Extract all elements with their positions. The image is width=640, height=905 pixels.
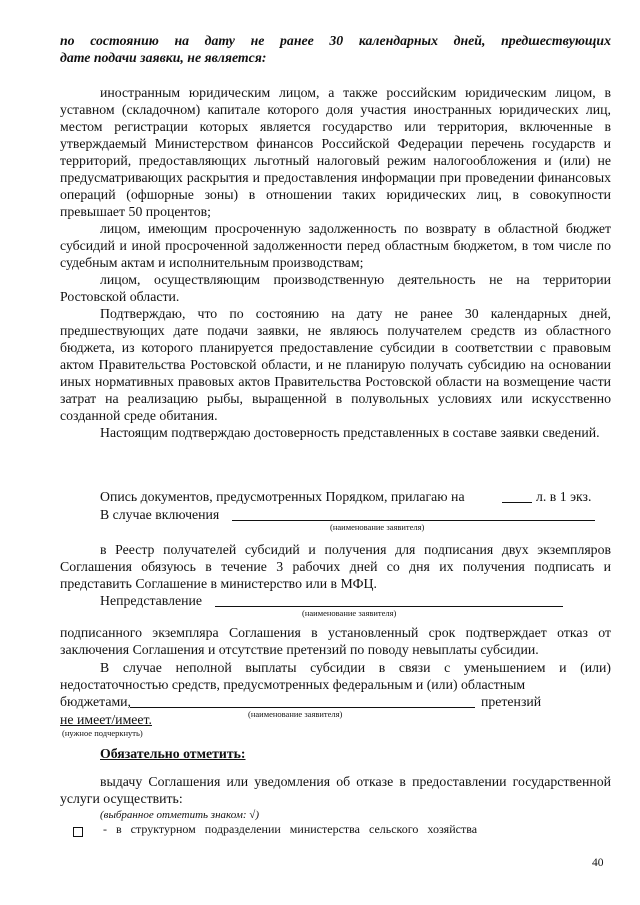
nonsubmission-continuation-wrap (60, 624, 611, 658)
page-number: 40 (592, 857, 604, 869)
underline-hint: (нужное подчеркнуть) (62, 728, 143, 738)
nonsubmission-label: Непредставление (100, 593, 203, 608)
applicant-name-field-3[interactable] (130, 707, 475, 708)
partial-text: В случае неполной выплаты субсидии в связи с уменьшением и (или) недостаточностью средств, предусмотренных федеральным и (или) областным (60, 660, 611, 692)
inclusion-continuation-wrap (60, 541, 611, 592)
header-line-1: по состоянию на дату не ранее 30 календарных дней, предшествующих (60, 33, 611, 48)
mandatory-wrap (60, 773, 611, 807)
mandatory-title: Обязательно отметить: (100, 746, 246, 761)
inclusion-continuation: в Реестр получателей субсидий и получения для подписания двух экземпляров Соглашения обязуюсь в течение 3 рабочих дней со дня их получения подписать и представить Соглашение в министерство или в МФЦ. (60, 542, 611, 591)
applicant-name-hint-1: (наименование заявителя) (330, 522, 425, 532)
mandatory-text: выдачу Соглашения или уведомления об отказе в предоставлении государственной услуги осуществить: (60, 774, 611, 806)
paragraph-territory: лицом, осуществляющим производственную деятельность не на территории Ростовской области. (60, 272, 611, 304)
paragraph-foreign-entity: иностранным юридическим лицом, а также российским юридическим лицом, в уставном (складочном) капитале которого доля участия иностранных юридических лиц, местом регистрации которых является государство или территория, включенные в утверждаемый Министерством финансов Российской Федерации перечень государств и территорий, предоставляющих льготный налоговый режим налогообложения и (или) не предусматривающих раскрытия и предоставления информации при проведении финансовых операций (офшорные зоны) в отношении таких юридических лиц, в совокупности превышает 50 процентов; (60, 85, 611, 219)
has-claims-choice[interactable]: не имеет/имеет. (60, 712, 152, 727)
nonsubmission-continuation: подписанного экземпляра Соглашения в установленный срок подтверждает отказ от заключения Соглашения и отсутствие претензий по поводу невыплаты субсидии. (60, 625, 611, 657)
option-label-1: - в структурном подразделении министерства сельского хозяйства (103, 822, 478, 836)
partial-wrap (60, 659, 611, 693)
inclusion-label: В случае включения (100, 507, 220, 522)
header-line-2: дате подачи заявки, не является: (60, 50, 267, 65)
inventory-suffix: л. в 1 экз. (536, 489, 592, 504)
applicant-name-hint-2: (наименование заявителя) (302, 608, 397, 618)
applicant-name-field-1[interactable] (232, 520, 595, 521)
applicant-name-hint-3: (наименование заявителя) (248, 709, 343, 719)
paragraph-reliability: Настоящим подтверждаю достоверность представленных в составе заявки сведений. (100, 425, 600, 440)
claims-text: претензий (481, 694, 542, 709)
choose-hint: (выбранное отметить знаком: √) (100, 809, 260, 821)
paragraph-confirmation: Подтверждаю, что по состоянию на дату не ранее 30 календарных дней, предшествующих дате подачи заявки, не являюсь получателем средств из областного бюджета, из которого планируется предоставление субсидии в соответствии с правовым актом Правительства Ростовской области, и не планирую получать субсидию на основании иных нормативных правовых актов Правительства Ростовской области на возмещение части затрат на реализацию рыбы, выращенной в полувольных условиях или искусственно созданной среде обитания. (60, 306, 611, 423)
budgets-text: бюджетами, (60, 694, 132, 709)
sheets-count-field[interactable] (502, 502, 532, 503)
body-text (60, 84, 611, 441)
paragraph-debt: лицом, имеющим просроченную задолженность по возврату в областной бюджет субсидий и иной просроченной задолженности перед областным бюджетом, в том числе по судебным актам и исполнительным производствам; (60, 221, 611, 270)
inventory-text: Опись документов, предусмотренных Порядком, прилагаю на (100, 489, 465, 504)
option-checkbox-1[interactable] (73, 827, 83, 837)
applicant-name-field-2[interactable] (215, 606, 563, 607)
